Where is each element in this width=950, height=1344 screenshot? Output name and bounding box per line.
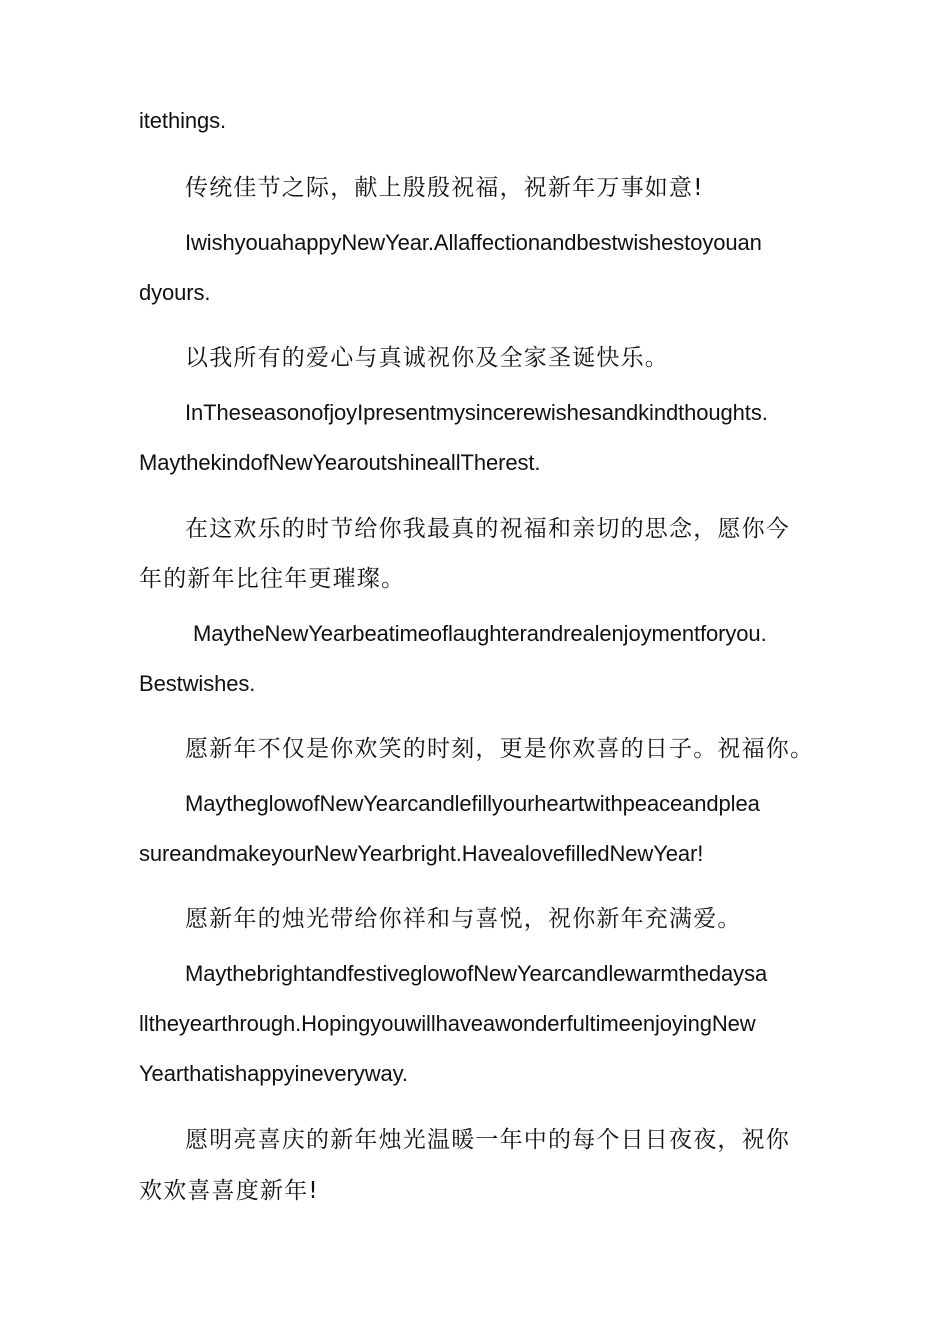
text-line-12: 愿新年不仅是你欢笑的时刻，更是你欢喜的日子。祝福你。 xyxy=(185,736,815,762)
text-line-5: 以我所有的爱心与真诚祝你及全家圣诞快乐。 xyxy=(185,345,669,371)
text-line-14: sureandmakeyourNewYearbright.HavealovefilledNewYear! xyxy=(139,841,704,866)
text-line-19: 愿明亮喜庆的新年烛光温暖一年中的每个日日夜夜，祝你 xyxy=(185,1127,790,1153)
text-line-7: MaythekindofNewYearoutshineallTherest. xyxy=(139,450,541,475)
text-line-11: Bestwishes. xyxy=(139,671,256,696)
text-line-6: InTheseasonofjoyIpresentmysincerewishesandkindthoughts. xyxy=(185,400,768,425)
text-line-2: 传统佳节之际，献上殷殷祝福，祝新年万事如意! xyxy=(185,175,704,201)
text-line-9: 年的新年比往年更璀璨。 xyxy=(139,566,406,592)
text-line-10: MaytheNewYearbeatimeoflaughterandrealenjoymentforyou. xyxy=(193,621,767,646)
text-line-18: Yearthatishappyineveryway. xyxy=(139,1061,408,1086)
text-line-3: IwishyouahappyNewYear.Allaffectionandbestwishestoyouan xyxy=(185,230,762,255)
text-line-4: dyours. xyxy=(139,280,211,305)
text-line-13: MaytheglowofNewYearcandlefillyourheartwithpeaceandplea xyxy=(185,791,760,816)
text-line-16: MaythebrightandfestiveglowofNewYearcandlewarmthedaysa xyxy=(185,961,768,986)
text-line-1: itethings. xyxy=(139,108,227,133)
text-line-20: 欢欢喜喜度新年! xyxy=(139,1178,319,1204)
text-line-17: lltheyearthrough.HopingyouwillhaveawonderfultimeenjoyingNew xyxy=(139,1011,756,1036)
text-line-8: 在这欢乐的时节给你我最真的祝福和亲切的思念，愿你今 xyxy=(185,516,790,542)
text-line-15: 愿新年的烛光带给你祥和与喜悦，祝你新年充满爱。 xyxy=(185,906,742,932)
